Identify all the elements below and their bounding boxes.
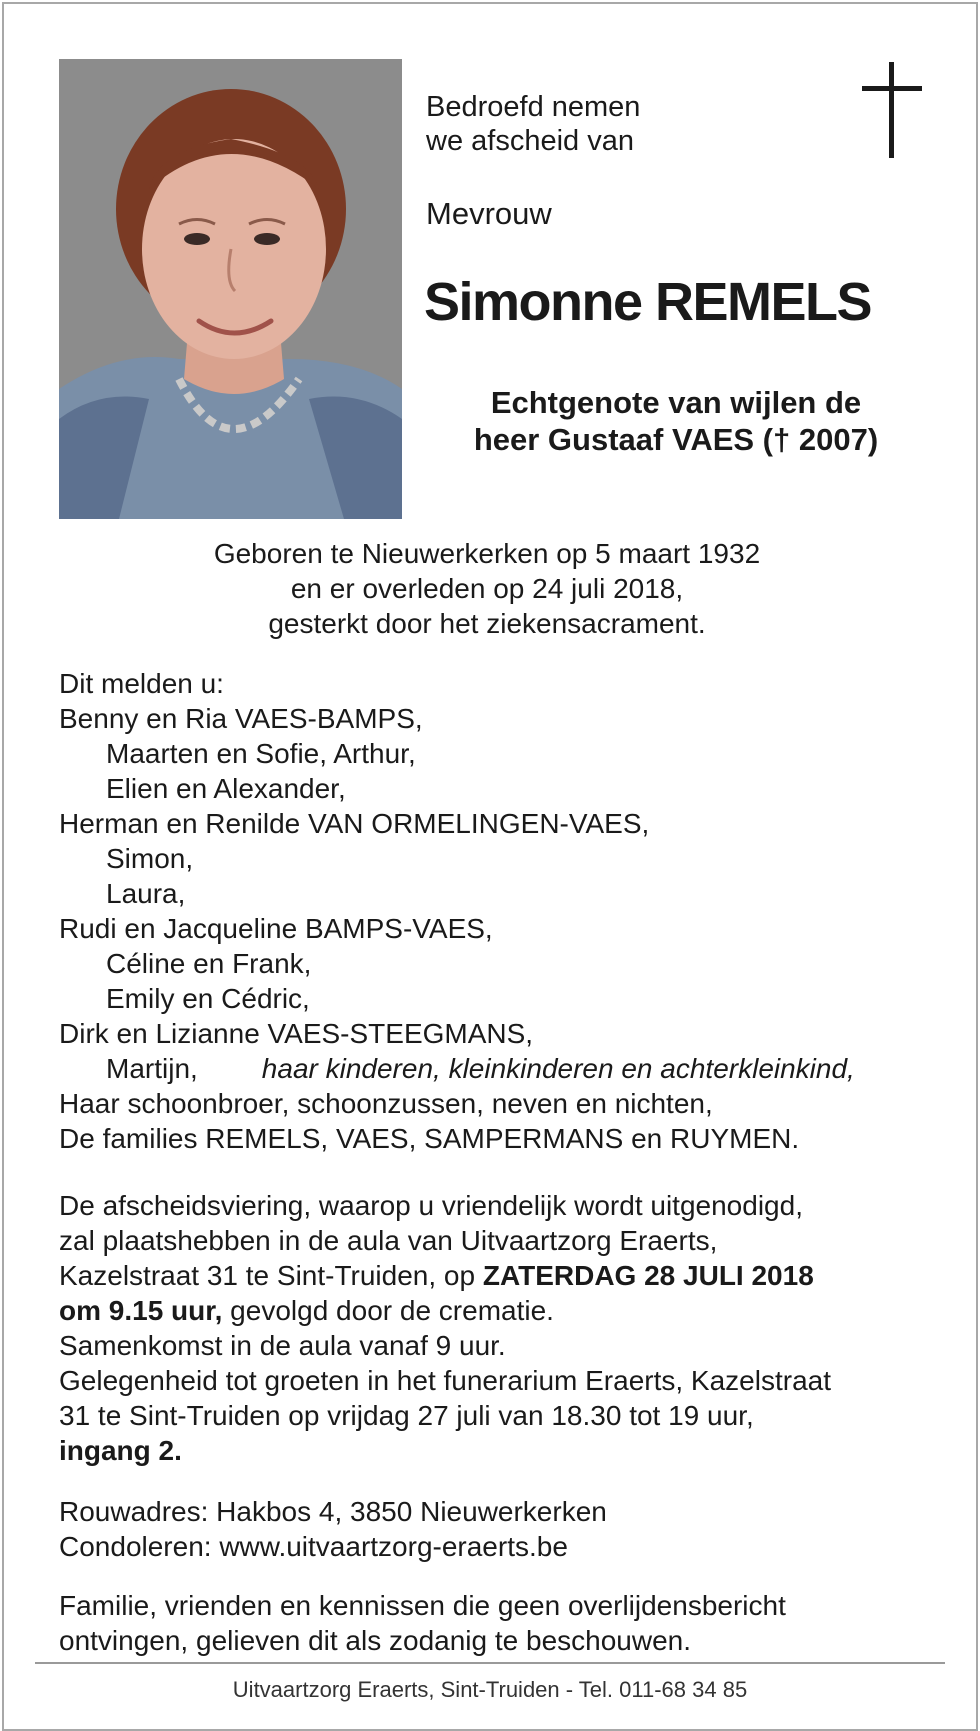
birth-line-3: gesterkt door het ziekensacrament. xyxy=(268,608,706,639)
family-line: Benny en Ria VAES-BAMPS, xyxy=(59,703,423,734)
family-line: Dirk en Lizianne VAES-STEEGMANS, xyxy=(59,1018,534,1049)
intro-line-2: we afscheid van xyxy=(426,125,634,157)
birth-line-1: Geboren te Nieuwerkerken op 5 maart 1932 xyxy=(213,538,761,569)
mourning-address: Rouwadres: Hakbos 4, 3850 Nieuwerkerken xyxy=(59,1496,607,1527)
family-line: Haar schoonbroer, schoonzussen, neven en nichten, xyxy=(59,1088,713,1119)
ceremony-line xyxy=(59,1433,831,1468)
family-line: Emily en Cédric, xyxy=(106,983,310,1014)
cross-icon xyxy=(862,62,922,158)
spouse-line-1: Echtgenote van wijlen de xyxy=(490,385,862,420)
family-line: Maarten en Sofie, Arthur, xyxy=(106,738,416,769)
birth-line-2: en er overleden op 24 juli 2018, xyxy=(290,573,684,604)
family-line: Elien en Alexander, xyxy=(106,773,346,804)
deceased-name: Simonne REMELS xyxy=(424,272,872,332)
ceremony-location: Kazelstraat 31 te Sint-Truiden, op xyxy=(59,1260,483,1291)
family-member: Martijn, xyxy=(106,1053,198,1084)
footer-text: Uitvaartzorg Eraerts, Sint-Truiden - Tel. 011-68 34 85 xyxy=(232,1677,748,1702)
closing-line-2: ontvingen, gelieven dit als zodanig te beschouwen. xyxy=(59,1625,691,1656)
ceremony-line: Samenkomst in de aula vanaf 9 uur. xyxy=(59,1330,506,1361)
ceremony-line: 31 te Sint-Truiden op vrijdag 27 juli van 18.30 tot 19 uur, xyxy=(59,1400,754,1431)
footer-divider xyxy=(35,1662,945,1664)
ceremony-line xyxy=(59,1258,831,1293)
intro-line-1: Bedroefd nemen xyxy=(426,91,641,123)
closing-note xyxy=(59,1588,786,1658)
ceremony-followup: gevolgd door de crematie. xyxy=(222,1295,554,1326)
title-word: Mevrouw xyxy=(426,196,552,231)
family-line: Laura, xyxy=(106,878,186,909)
ceremony-time: om 9.15 uur, xyxy=(59,1295,223,1326)
birth-death-text xyxy=(59,536,915,641)
ceremony-line xyxy=(59,1293,831,1328)
family-line: Herman en Renilde VAN ORMELINGEN-VAES, xyxy=(59,808,650,839)
family-line: De families REMELS, VAES, SAMPERMANS en RUYMEN. xyxy=(59,1123,800,1154)
ceremony-date: ZATERDAG 28 JULI 2018 xyxy=(482,1260,814,1291)
spouse-text xyxy=(426,384,926,458)
ceremony-details xyxy=(59,1188,831,1468)
relation-text: haar kinderen, kleinkinderen en achterkleinkind, xyxy=(261,1053,855,1084)
family-announcement xyxy=(59,666,855,1156)
closing-line-1: Familie, vrienden en kennissen die geen overlijdensbericht xyxy=(59,1590,786,1621)
family-line: Céline en Frank, xyxy=(106,948,312,979)
family-line: Rudi en Jacqueline BAMPS-VAES, xyxy=(59,913,493,944)
ceremony-line: De afscheidsviering, waarop u vriendelijk wordt uitgenodigd, xyxy=(59,1190,803,1221)
family-line: Simon, xyxy=(106,843,194,874)
spouse-line-2: heer Gustaaf VAES († 2007) xyxy=(473,422,879,457)
address-block xyxy=(59,1494,607,1564)
portrait-photo xyxy=(59,59,402,519)
ceremony-line: Gelegenheid tot groeten in het funerarium Eraerts, Kazelstraat xyxy=(59,1365,831,1396)
condolence-link: Condoleren: www.uitvaartzorg-eraerts.be xyxy=(59,1531,568,1562)
ceremony-line: zal plaatshebben in de aula van Uitvaartzorg Eraerts, xyxy=(59,1225,718,1256)
intro-text xyxy=(426,90,640,158)
announce-heading: Dit melden u: xyxy=(59,668,224,699)
family-line-with-relation xyxy=(59,1051,855,1086)
entrance-info: ingang 2. xyxy=(59,1435,182,1466)
